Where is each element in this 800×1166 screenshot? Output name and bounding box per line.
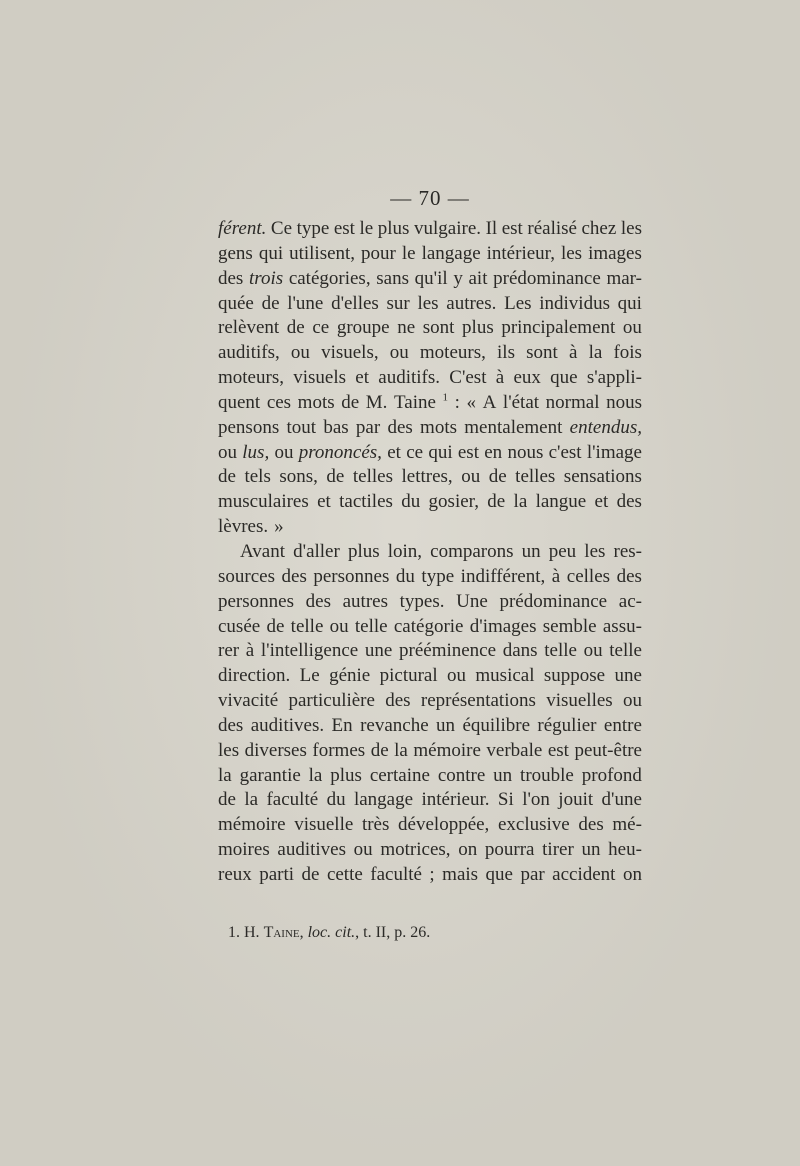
word: ce — [312, 317, 330, 339]
word: équilibre — [462, 714, 530, 736]
word: direction. — [218, 665, 291, 687]
text-line — [218, 591, 642, 616]
word: tels — [244, 466, 271, 488]
word: et — [594, 491, 609, 513]
word: musculaires — [218, 491, 309, 513]
word: Ce — [270, 218, 293, 239]
text-line — [218, 317, 642, 342]
word: très — [361, 814, 390, 836]
word: plus — [347, 540, 380, 562]
word: telle — [609, 640, 642, 662]
word: de — [218, 789, 236, 811]
word: telle — [290, 615, 324, 637]
word: sur — [386, 292, 410, 314]
word: l'état — [502, 391, 540, 413]
word: est — [547, 739, 569, 761]
word: visuels — [293, 367, 347, 389]
word: normal — [545, 391, 600, 413]
word: visuelles — [546, 690, 613, 712]
word: et — [317, 491, 331, 513]
word: auditives. — [250, 714, 325, 736]
author-name: Taine — [263, 924, 300, 941]
word: ou — [353, 839, 373, 861]
word: pour — [361, 242, 396, 264]
word: auditifs. — [378, 367, 441, 389]
word: type — [296, 218, 330, 239]
word: profond — [581, 764, 642, 786]
word: verbale — [486, 739, 543, 761]
word: mémoire — [413, 739, 481, 761]
word: jouit — [558, 789, 594, 811]
word: ces — [266, 391, 292, 413]
word: M. — [365, 391, 388, 413]
word: certaine — [369, 764, 430, 786]
word: en — [484, 441, 503, 463]
word: mémoire — [218, 814, 286, 836]
word: de — [218, 466, 236, 488]
word: bas — [323, 416, 349, 438]
word: suppose — [543, 665, 606, 687]
word: l'intelligence — [260, 640, 359, 662]
word: » — [274, 516, 284, 538]
word: trois — [249, 267, 284, 289]
word: le — [359, 218, 374, 239]
text-line — [218, 839, 642, 864]
word: et — [387, 441, 401, 463]
text-line — [218, 690, 642, 715]
word: ce — [406, 441, 424, 463]
word: pourra — [484, 839, 535, 861]
word: réalisé — [527, 218, 577, 239]
word: la — [218, 764, 232, 786]
word: des — [281, 565, 307, 587]
word: des — [578, 814, 604, 836]
word: Il — [485, 218, 498, 239]
word: Les — [504, 292, 532, 314]
word: lus, — [242, 441, 270, 463]
word: y — [453, 267, 463, 289]
word: pensons — [218, 416, 280, 438]
word: parti — [259, 863, 295, 885]
word: ou — [622, 690, 642, 712]
word: qui — [617, 292, 642, 314]
word: plus — [462, 317, 494, 339]
word: de — [261, 292, 280, 314]
word: principalement — [501, 317, 616, 339]
word: catégories, — [288, 267, 371, 289]
word: du — [395, 565, 415, 587]
word: moteurs, — [218, 367, 284, 389]
word: sources — [218, 565, 275, 587]
word: les — [620, 218, 642, 239]
word: moires — [218, 839, 270, 861]
word: nous — [507, 441, 544, 463]
word: régulier — [537, 714, 597, 736]
word: C'est — [449, 367, 487, 389]
word: quée — [218, 292, 254, 314]
word: mots — [420, 416, 457, 438]
word: la — [394, 739, 408, 761]
text-line — [218, 814, 642, 839]
word: faculté — [266, 789, 319, 811]
word: lettres, — [401, 466, 453, 488]
word: l'image — [586, 441, 642, 463]
word: de — [488, 466, 507, 488]
word: langue — [535, 491, 587, 513]
word: de — [487, 491, 506, 513]
word: la — [513, 491, 528, 513]
word: ils — [497, 342, 515, 364]
word: ou — [461, 466, 481, 488]
word: des — [616, 565, 642, 587]
word: entre — [603, 714, 642, 736]
word: utilisent, — [289, 242, 356, 264]
word: type — [421, 565, 455, 587]
word: des — [218, 714, 244, 736]
word: tactiles — [339, 491, 393, 513]
word: Taine — [394, 391, 436, 413]
word: génie — [329, 665, 371, 687]
word: semble — [542, 615, 597, 637]
word: plus — [377, 218, 410, 239]
word: images — [588, 242, 642, 264]
word: faculté — [370, 863, 422, 885]
word: A — [482, 391, 497, 413]
text-line — [218, 243, 642, 268]
text-line — [218, 268, 642, 293]
word: sons, — [279, 466, 318, 488]
word: pictural — [379, 665, 438, 687]
text-line — [218, 616, 642, 641]
word: est — [457, 441, 479, 463]
word: 1 — [442, 391, 449, 404]
word: quent — [218, 391, 261, 413]
word: langage — [353, 789, 414, 811]
word: s'appli- — [586, 367, 642, 389]
word: musical — [475, 665, 535, 687]
word: ou — [218, 441, 237, 463]
text-line — [218, 740, 642, 765]
word: indifférent, — [460, 565, 546, 587]
word: est — [333, 218, 355, 239]
word: une — [364, 640, 393, 662]
word: vivacité — [218, 690, 279, 712]
text-line — [218, 566, 642, 591]
word: c'est — [548, 441, 582, 463]
word: fois — [613, 342, 642, 364]
text-line — [218, 541, 642, 566]
word: telle — [544, 640, 577, 662]
word: comparons — [430, 540, 514, 562]
text-line — [218, 789, 642, 814]
word: personnes — [218, 590, 294, 612]
word: tout — [286, 416, 317, 438]
word: prononcés, — [298, 441, 382, 463]
word: l'on — [522, 789, 550, 811]
word: nous — [606, 391, 642, 413]
text-line — [218, 392, 642, 417]
word: heu- — [608, 839, 642, 861]
word: les — [560, 242, 583, 264]
text-line — [218, 342, 642, 367]
text-line — [218, 466, 642, 491]
word: à — [495, 367, 505, 389]
word: moteurs, — [419, 342, 486, 364]
word: visuels, — [321, 342, 379, 364]
word: les — [584, 540, 606, 562]
word: autres — [342, 590, 388, 612]
word: ou — [290, 342, 310, 364]
word: représentations — [420, 690, 536, 712]
word: par — [355, 416, 381, 438]
text-line — [218, 293, 642, 318]
word: intérieur. — [421, 789, 490, 811]
word: est — [501, 218, 523, 239]
word: des — [616, 491, 642, 513]
word: la — [244, 789, 259, 811]
word: qui — [258, 242, 284, 264]
word: types. — [399, 590, 445, 612]
footnote: 1. H. Taine, loc. cit., t. II, p. 26. — [228, 924, 431, 941]
word: un — [493, 764, 513, 786]
word: relèvent — [218, 317, 280, 339]
word: ou — [274, 441, 294, 463]
word: à — [568, 342, 578, 364]
word: rer — [218, 640, 240, 662]
word: un — [581, 839, 601, 861]
word: garantie — [239, 764, 301, 786]
word: peut-être — [574, 739, 642, 761]
word: on — [622, 863, 642, 885]
text-line — [218, 491, 642, 516]
text-line — [218, 665, 642, 690]
citation-abbrev: loc. cit. — [307, 924, 356, 941]
word: de — [370, 739, 389, 761]
word: telles — [352, 466, 393, 488]
word: visuelle — [294, 814, 354, 836]
word: plus — [330, 764, 362, 786]
word: assu- — [602, 615, 642, 637]
word: cette — [326, 863, 363, 885]
word: prédominance — [493, 267, 601, 289]
word: que — [550, 367, 578, 389]
word: un — [436, 714, 456, 736]
word: qui — [428, 441, 453, 463]
word: on — [458, 839, 478, 861]
word: telles — [515, 466, 556, 488]
word: ou — [389, 342, 409, 364]
word: entendus, — [569, 416, 642, 438]
word: tirer — [542, 839, 574, 861]
word: intérieur, — [486, 242, 555, 264]
word: personnes — [313, 565, 390, 587]
word: peu — [548, 540, 577, 562]
word: à — [245, 640, 255, 662]
word: une — [614, 665, 642, 687]
word: Le — [299, 665, 320, 687]
page-number: — 70 — — [390, 186, 470, 210]
word: exclusive — [497, 814, 570, 836]
word: la — [308, 764, 323, 786]
word: de — [266, 615, 285, 637]
word: auditives — [277, 839, 346, 861]
word: un — [521, 540, 541, 562]
word: mots — [297, 391, 335, 413]
word: motrices, — [380, 839, 451, 861]
word: : — [454, 391, 460, 413]
word: mentalement — [464, 416, 563, 438]
word: qu'il — [414, 267, 448, 289]
word: ou — [583, 640, 603, 662]
word: mar- — [606, 267, 642, 289]
word: d'elles — [331, 292, 379, 314]
word: Si — [497, 789, 514, 811]
word: d'aller — [293, 540, 340, 562]
word: contre — [437, 764, 486, 786]
word: développée, — [398, 814, 490, 836]
word: celles — [566, 565, 611, 587]
word: par — [520, 863, 545, 885]
word: de — [326, 466, 345, 488]
word: des — [385, 690, 411, 712]
word: Avant — [240, 540, 286, 562]
word: gosier, — [428, 491, 479, 513]
word: ou — [329, 615, 349, 637]
word: l'une — [287, 292, 324, 314]
word: lèvres. — [218, 516, 269, 538]
word: catégorie — [393, 615, 464, 637]
word: ait — [468, 267, 488, 289]
word: reux — [218, 863, 252, 885]
word: ac- — [618, 590, 642, 612]
word: du — [401, 491, 421, 513]
word: de — [301, 863, 320, 885]
word: auditifs, — [218, 342, 280, 364]
word: de — [341, 391, 360, 413]
word: la — [588, 342, 603, 364]
word: formes — [312, 739, 366, 761]
body-text — [218, 218, 642, 889]
word: Une — [456, 590, 488, 612]
word: particulière — [288, 690, 375, 712]
word: prédominance — [499, 590, 608, 612]
text-line — [218, 516, 642, 541]
word: le — [401, 242, 416, 264]
word: du — [326, 789, 346, 811]
word: sans — [376, 267, 409, 289]
word: diverses — [244, 739, 307, 761]
text-line — [218, 864, 642, 889]
word: res- — [613, 540, 642, 562]
word: les — [417, 292, 439, 314]
word: ; — [429, 863, 435, 885]
word: les — [218, 739, 240, 761]
word: « — [466, 391, 476, 413]
text-line — [218, 417, 642, 442]
word: groupe — [336, 317, 390, 339]
word: mé- — [612, 814, 642, 836]
word: individus — [539, 292, 610, 314]
word: revanche — [360, 714, 429, 736]
word: gens — [218, 242, 253, 264]
word: mais — [442, 863, 479, 885]
word: ou — [447, 665, 467, 687]
word: trouble — [520, 764, 574, 786]
word: En — [331, 714, 353, 736]
word: de — [286, 317, 305, 339]
text-line — [218, 218, 642, 243]
word: ou — [622, 317, 642, 339]
word: sont — [526, 342, 558, 364]
word: que — [485, 863, 513, 885]
word: à — [551, 565, 561, 587]
text-line — [218, 640, 642, 665]
text-line — [218, 367, 642, 392]
text-line — [218, 715, 642, 740]
word: des — [305, 590, 331, 612]
text-line — [218, 442, 642, 467]
word: férent. — [218, 218, 267, 239]
word: dans — [502, 640, 538, 662]
word: accident — [552, 863, 616, 885]
word: eux — [513, 367, 541, 389]
word: des — [387, 416, 413, 438]
word: et — [355, 367, 369, 389]
word: autres. — [446, 292, 497, 314]
word: vulgaire. — [414, 218, 482, 239]
word: cusée — [218, 615, 261, 637]
text-line — [218, 765, 642, 790]
word: d'une — [601, 789, 642, 811]
word: d'images — [469, 615, 537, 637]
word: sensations — [563, 466, 642, 488]
word: telle — [354, 615, 388, 637]
word: prééminence — [399, 640, 497, 662]
word: loin, — [387, 540, 423, 562]
word: des — [218, 267, 244, 289]
word: langage — [421, 242, 481, 264]
word: sont — [422, 317, 455, 339]
word: ne — [397, 317, 416, 339]
word: chez — [581, 218, 617, 239]
